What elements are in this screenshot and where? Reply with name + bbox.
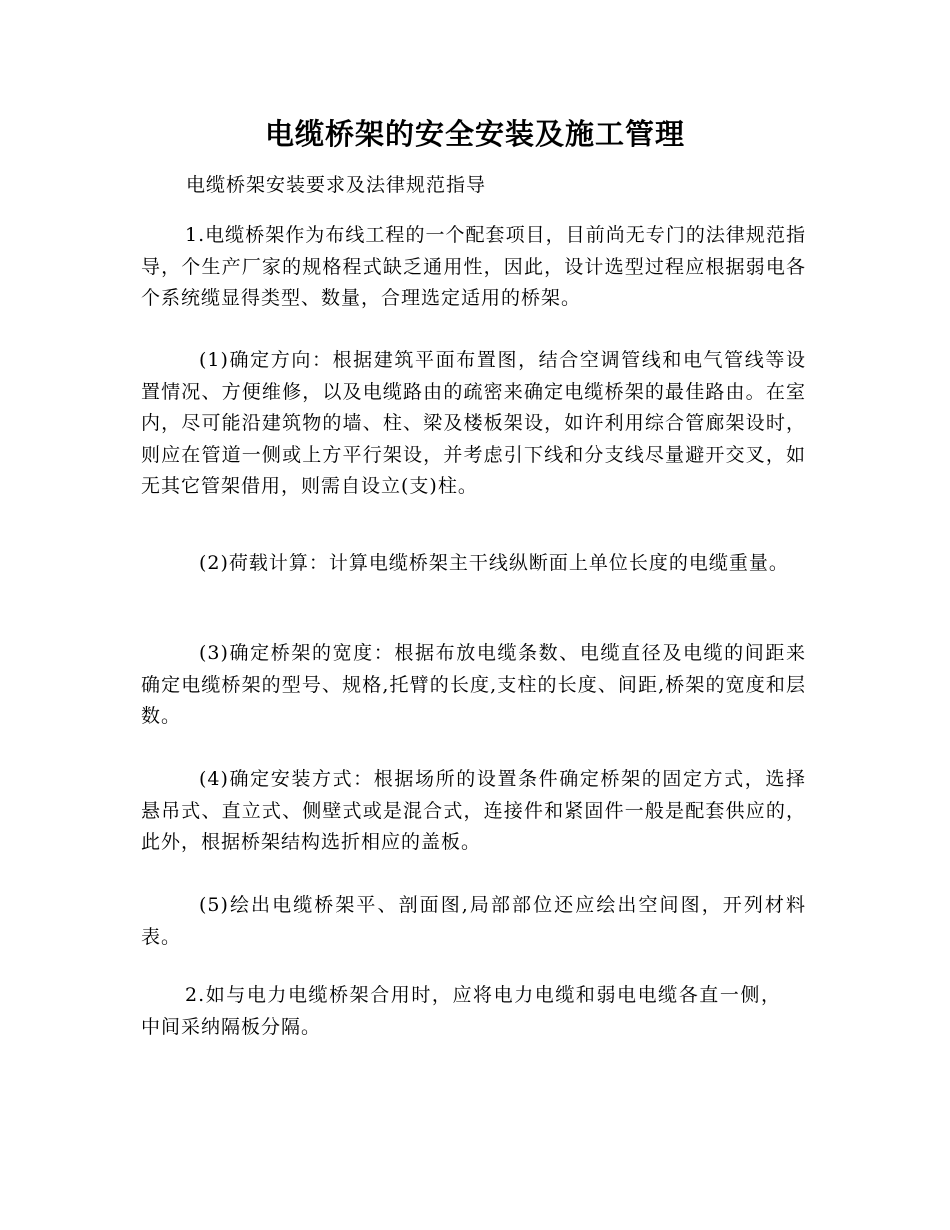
paragraph-load-calculation: (2)荷载计算：计算电缆桥架主干线纵断面上单位长度的电缆重量。 [199,552,789,574]
paragraph-installation-method: (4)确定安装方式：根据场所的设置条件确定桥架的固定方式，选择悬吊式、直立式、侧壁式或是混合式，连接件和紧固件一般是配套供应的，此外，根据桥架结构选折相应的盖板。 [141,768,806,853]
document-subtitle: 电缆桥架安装要求及法律规范指导 [186,174,487,196]
paragraph-direction: (1)确定方向：根据建筑平面布置图，结合空调管线和电气管线等设置情况、方便维修，以及电缆路由的疏密来确定电缆桥架的最佳路由。在室内，尽可能沿建筑物的墙、柱、梁及楼板架设，如许利用综合管廊架设时，则应在管道一侧或上方平行架设，并考虑引下线和分支线尽量避开交叉，如无其它管架借用，则需自设立(支)柱。 [141,349,806,497]
paragraph-tray-width: (3)确定桥架的宽度：根据布放电缆条数、电缆直径及电缆的间距来确定电缆桥架的型号、规格,托臂的长度,支柱的长度、间距,桥架的宽度和层数。 [141,642,806,727]
document-title: 电缆桥架的安全安装及施工管理 [264,117,685,151]
paragraph-drawings: (5)绘出电缆桥架平、剖面图,局部部位还应绘出空间图，开列材料表。 [141,894,806,948]
paragraph-1: 1.电缆桥架作为布线工程的一个配套项目，目前尚无专门的法律规范指导，个生产厂家的规格程式缺乏通用性，因此，设计选型过程应根据弱电各个系统缆显得类型、数量，合理选定适用的桥架。 [141,224,806,309]
paragraph-2: 2.如与电力电缆桥架合用时，应将电力电缆和弱电电缆各直一侧，中间采纳隔板分隔。 [141,984,781,1038]
